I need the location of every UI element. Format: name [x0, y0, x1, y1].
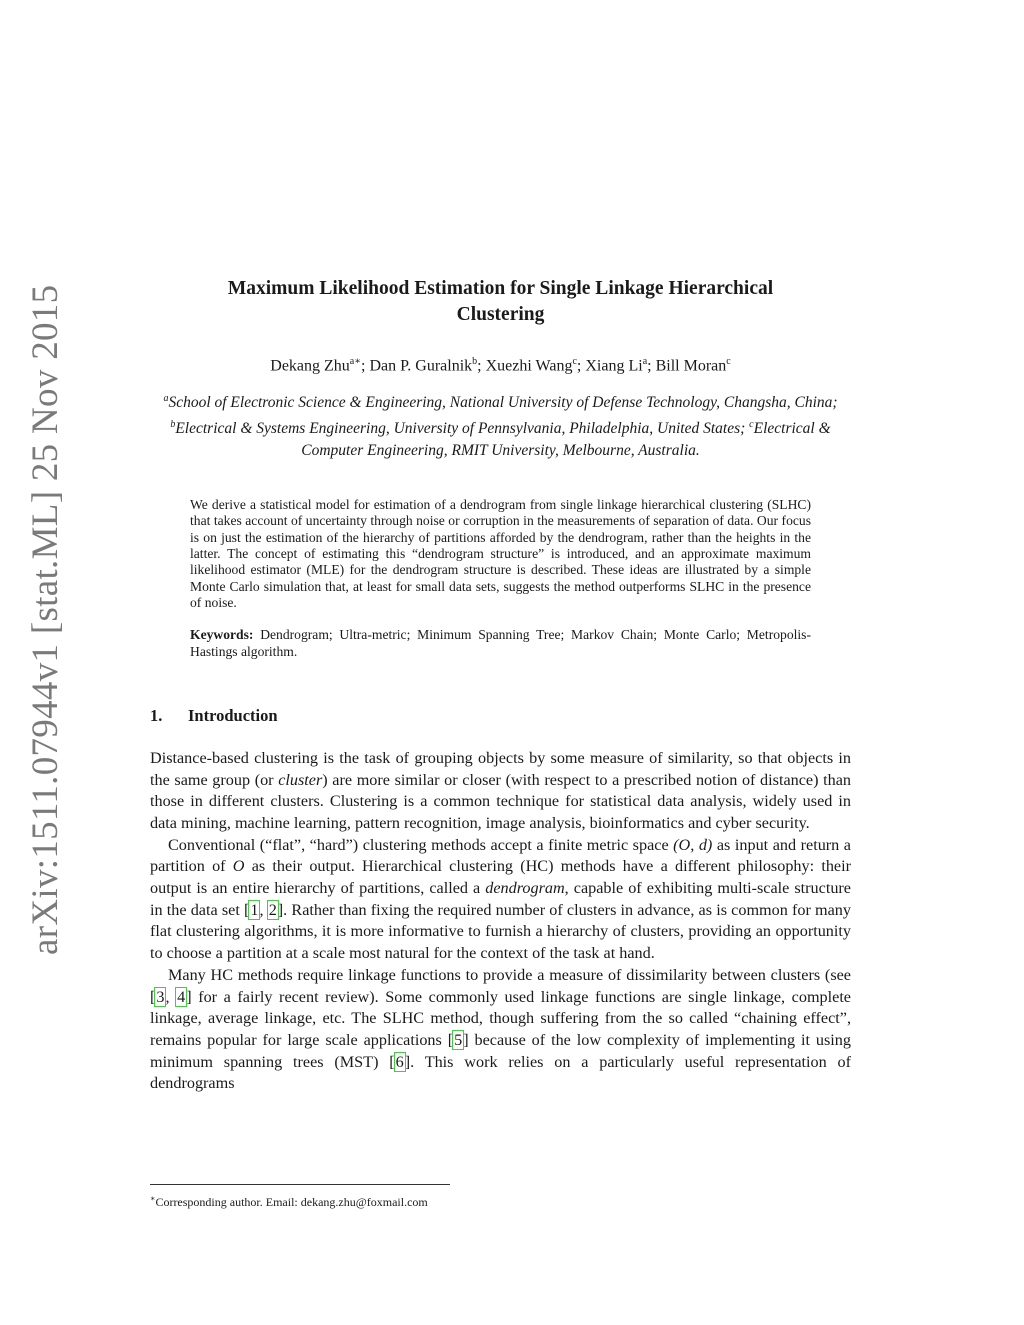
author-list: Dekang Zhu$^{a∗}$; Dan P. Guralnik$^b$; Xuezhi Wang$^c$; Xiang Li$^a$; Bill Moran$^c$ [270, 356, 731, 375]
text-run: Conventional (“flat”, “hard”) clustering methods accept a finite metric space [168, 835, 674, 854]
author-affil-mark: b [472, 356, 478, 367]
affiliations [150, 388, 851, 461]
section-number: 1. [150, 705, 163, 725]
affiliation-mark: c [749, 418, 754, 430]
text-run: ] because of the low complexity of implementing it using minimum spanning trees (MST) [ [150, 1030, 851, 1071]
author-affil-mark: c [572, 356, 577, 367]
affiliation-mark: b [170, 418, 176, 430]
citation-link[interactable]: 6 [395, 1052, 404, 1071]
paper-page [150, 276, 851, 1095]
affiliation-text: Electrical & Computer Engineering, RMIT University, Melbourne, Australia. [301, 420, 831, 459]
author-name: Xiang Li [585, 357, 643, 375]
text-run: as input and return a partition of [150, 835, 851, 876]
math-inline: O [232, 857, 245, 876]
section-title: Introduction [188, 705, 278, 725]
affiliation-mark: a [163, 393, 169, 405]
text-run: Many HC methods require linkage functions to provide a measure of dissimilarity between clusters (see [ [150, 965, 851, 1006]
text-run: Distance-based clustering is the task of grouping objects by some measure of similarity, so that objects in the same group (or [150, 748, 851, 789]
paragraph [150, 965, 851, 1095]
keywords-label: Keywords: [190, 627, 254, 643]
citation-link[interactable]: 1 [250, 900, 259, 919]
author-affil-mark: a [642, 356, 648, 367]
emphasis: cluster [278, 770, 323, 789]
text-run: , [165, 987, 177, 1006]
emphasis: dendrogram [485, 879, 565, 898]
author-name: Dekang Zhu [270, 357, 350, 375]
text-run: ]. This work relies on a particularly useful representation of dendrograms [150, 1052, 851, 1093]
abstract: We derive a statistical model for estimation of a dendrogram from single linkage hierarchical clustering (SLHC) that takes account of uncertainty through noise or corruption in the measurements of separation of data. Our focus is on just the estimation of the hierarchy of partitions afforded by the dendrogram, rather than the heights in the latter. The concept of estimating this “dendrogram structure” is introduced, and an approximate maximum likelihood estimator (MLE) for the dendrogram structure is described. These ideas are illustrated by a simple Monte Carlo simulation that, at least for small data sets, suggests the method outperforms SLHC in the presence of noise. [190, 497, 811, 610]
author-name: Bill Moran [655, 357, 727, 375]
footnote [150, 1192, 428, 1209]
citation-link[interactable]: 2 [268, 900, 277, 919]
text-run: as their output. Hierarchical clustering (HC) methods have a different philosophy: their output is an entire hierarchy of partitions, called a [150, 857, 851, 898]
text-run: ] for a fairly recent review). Some commonly used linkage functions are single linkage, complete linkage, average linkage, etc. The SLHC method, though suffering from the so called “chaining effect”, remains popular for large scale applications [ [150, 987, 851, 1049]
paper-title [150, 276, 851, 328]
body-text [150, 748, 851, 1095]
text-run: , [259, 900, 268, 919]
author-affil-mark: a∗ [349, 356, 362, 367]
title-line-2: Clustering [456, 304, 545, 325]
author-name: Dan P. Guralnik [369, 357, 473, 375]
arxiv-identifier-stamp: arXiv:1511.07944v1 [stat.ML] 25 Nov 2015 [25, 284, 66, 955]
footnote-text: Corresponding author. Email: dekang.zhu@foxmail.com [155, 1195, 428, 1209]
citation-link[interactable]: 4 [177, 987, 186, 1006]
footnote-divider [150, 1184, 450, 1185]
author-name: Xuezhi Wang [485, 357, 573, 375]
text-run: , capable of exhibiting multi-scale structure in the data set [ [150, 879, 851, 919]
keywords-text: Dendrogram; Ultra-metric; Minimum Spanning Tree; Markov Chain; Monte Carlo; Metropolis-Hastings algorithm. [190, 627, 811, 659]
math-inline: (O, d) [673, 835, 713, 854]
affiliation-text: Electrical & Systems Engineering, University of Pennsylvania, Philadelphia, United States; [175, 420, 750, 438]
paragraph [150, 835, 851, 965]
text-run: ) are more similar or closer (with respect to a prescribed notion of distance) than those in different clusters. Clustering is a common technique for statistical data analysis, widely used in data mining, machine learning, pattern recognition, image analysis, bioinformatics and cyber security. [150, 770, 851, 832]
paragraph [150, 748, 851, 835]
footnote-mark: ∗ [150, 1194, 156, 1203]
citation-link[interactable]: 5 [454, 1030, 463, 1049]
keywords [190, 627, 811, 660]
title-line-1: Maximum Likelihood Estimation for Single Linkage Hierarchical [227, 278, 774, 299]
author-affil-mark: c [726, 356, 731, 367]
citation-link[interactable]: 3 [156, 987, 165, 1006]
text-run: ]. Rather than fixing the required number of clusters in advance, as is common for many flat clustering algorithms, it is more informative to furnish a hierarchy of clusters, providing an opportunity to choose a partition at a scale most natural for the context of the task at hand. [150, 900, 851, 963]
section-heading [150, 706, 851, 726]
affiliation-text: School of Electronic Science & Engineering, National University of Defense Technology, Changsha, China; [168, 394, 838, 412]
